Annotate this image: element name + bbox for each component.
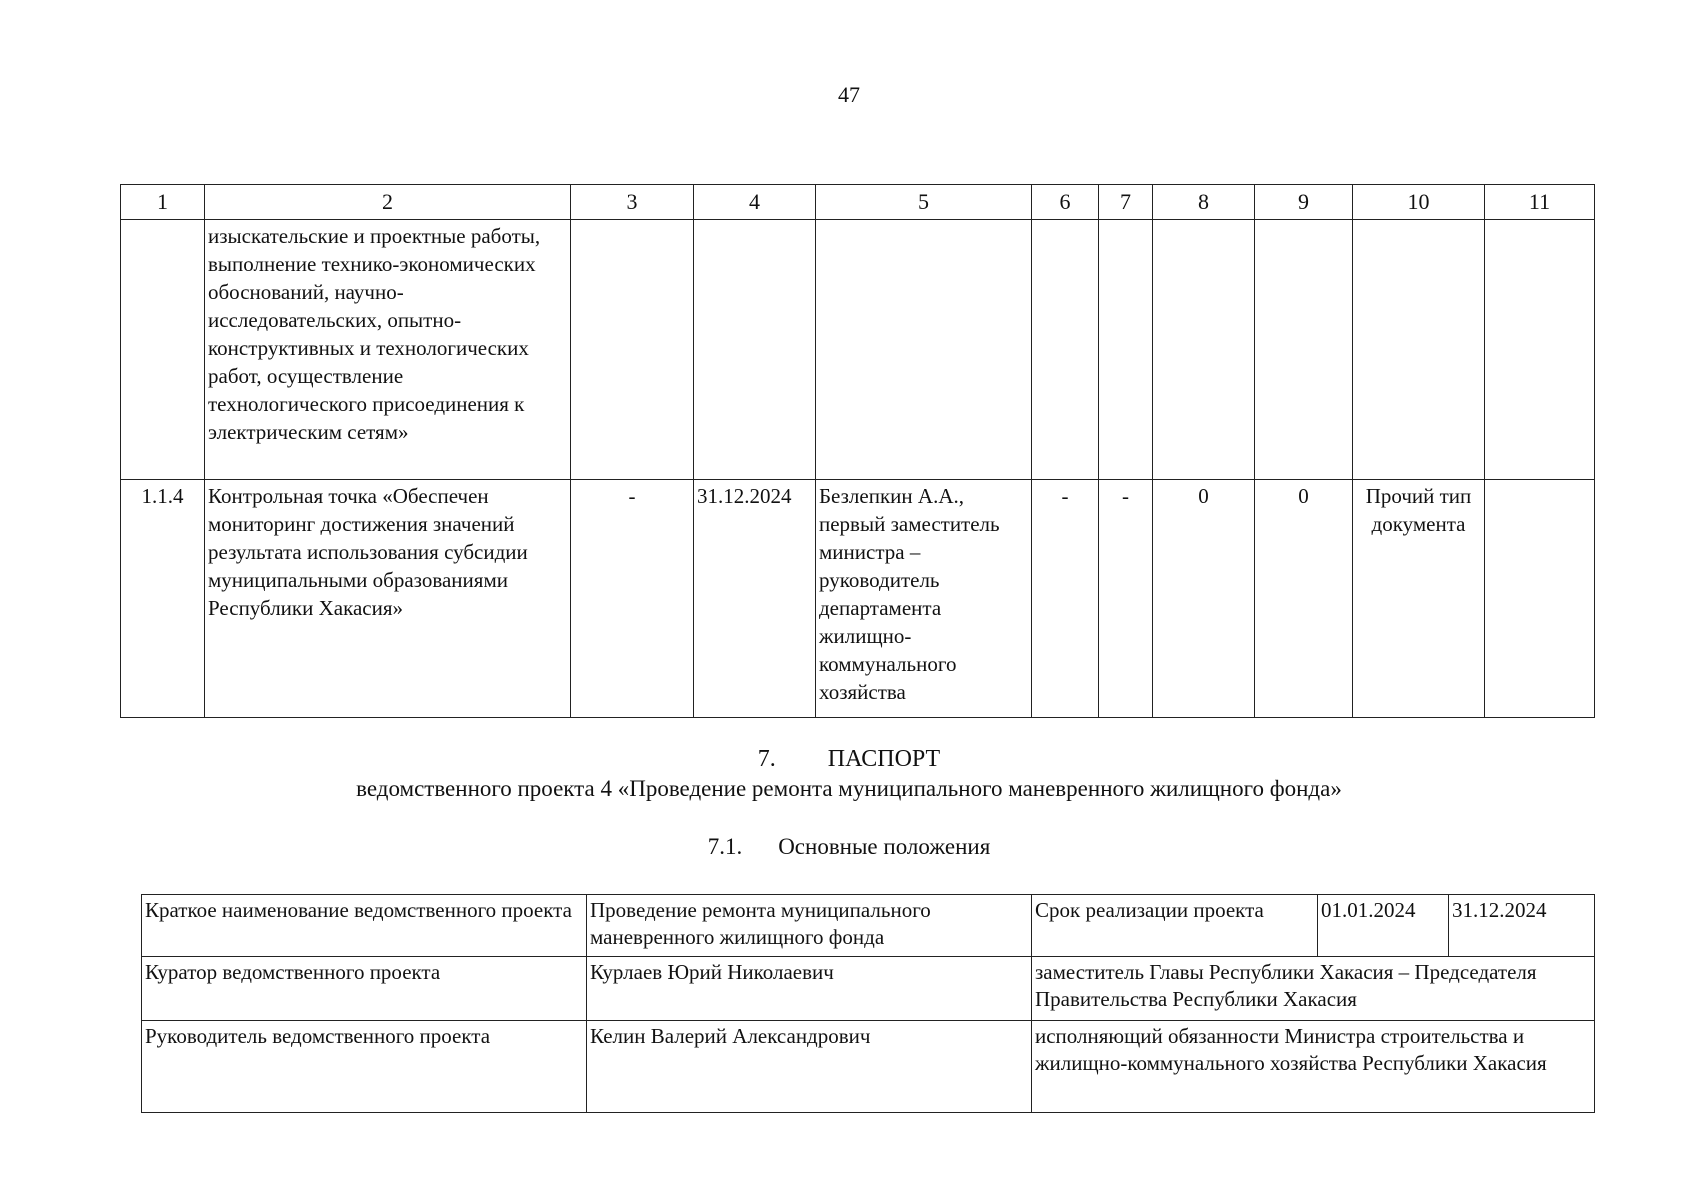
section-number: 7. (757, 746, 776, 772)
table-cell (571, 220, 694, 480)
activities-table (120, 184, 1595, 718)
section-heading: ПАСПОРТ (827, 746, 941, 772)
header-cell: 2 (205, 185, 571, 220)
project-info-table (141, 894, 1595, 1113)
table-cell (1099, 220, 1153, 480)
header-cell: 6 (1032, 185, 1099, 220)
cell-col7: - (1099, 480, 1153, 718)
table-cell (1255, 220, 1353, 480)
table-row (121, 220, 1595, 480)
table-row (121, 480, 1595, 718)
value-short-name: Проведение ремонта муниципального маневренного жилищного фонда (587, 895, 1032, 957)
section-title (0, 744, 1698, 774)
value-curator-position: заместитель Главы Республики Хакасия – Председателя Правительства Республики Хакасия (1032, 957, 1595, 1021)
header-cell: 1 (121, 185, 205, 220)
table-cell (1153, 220, 1255, 480)
subsection-number: 7.1. (707, 834, 743, 859)
table-cell (1485, 220, 1595, 480)
label-curator: Куратор ведомственного проекта (142, 957, 587, 1021)
label-head: Руководитель ведомственного проекта (142, 1021, 587, 1113)
page-number: 47 (838, 82, 860, 107)
header-cell: 3 (571, 185, 694, 220)
table-cell (1032, 220, 1099, 480)
cell-responsible: Безлепкин А.А., первый заместитель министра – руководитель департамента жилищно-коммунального хозяйства (816, 480, 1032, 718)
table-header-row (121, 185, 1595, 220)
value-head-position: исполняющий обязанности Министра строительства и жилищно-коммунального хозяйства Республики Хакасия (1032, 1021, 1595, 1113)
header-cell: 9 (1255, 185, 1353, 220)
header-cell: 7 (1099, 185, 1153, 220)
header-cell: 10 (1353, 185, 1485, 220)
cell-number (121, 220, 205, 480)
table-cell (816, 220, 1032, 480)
cell-col11 (1485, 480, 1595, 718)
cell-date: 31.12.2024 (694, 480, 816, 718)
table-row (142, 957, 1595, 1021)
subsection-heading: Основные положения (778, 834, 991, 859)
header-cell: 5 (816, 185, 1032, 220)
value-end-date: 31.12.2024 (1449, 895, 1595, 957)
label-term: Срок реализации проекта (1032, 895, 1318, 957)
cell-doc-type: Прочий тип документа (1353, 480, 1485, 718)
cell-col6: - (1032, 480, 1099, 718)
value-start-date: 01.01.2024 (1318, 895, 1449, 957)
header-cell: 8 (1153, 185, 1255, 220)
table-row (142, 1021, 1595, 1113)
table-cell (1353, 220, 1485, 480)
table-row (142, 895, 1595, 957)
cell-number: 1.1.4 (121, 480, 205, 718)
table-cell (694, 220, 816, 480)
label-short-name: Краткое наименование ведомственного проекта (142, 895, 587, 957)
header-cell: 4 (694, 185, 816, 220)
cell-description: Контрольная точка «Обеспечен мониторинг достижения значений результата использования субсидии муниципальными образованиями Республики Хакасия» (205, 480, 571, 718)
value-curator-name: Курлаев Юрий Николаевич (587, 957, 1032, 1021)
cell-col9: 0 (1255, 480, 1353, 718)
section-subtitle: ведомственного проекта 4 «Проведение ремонта муниципального маневренного жилищного фонда» (356, 776, 1342, 801)
header-cell: 11 (1485, 185, 1595, 220)
value-head-name: Келин Валерий Александрович (587, 1021, 1032, 1113)
cell-description: изыскательские и проектные работы, выполнение технико-экономических обоснований, научно-исследовательских, опытно- конструктивных и технологических работ, осуществление технологического присоединения к электрическим сетям» (205, 220, 571, 480)
subsection-title (0, 832, 1698, 862)
cell-col8: 0 (1153, 480, 1255, 718)
cell-col3: - (571, 480, 694, 718)
